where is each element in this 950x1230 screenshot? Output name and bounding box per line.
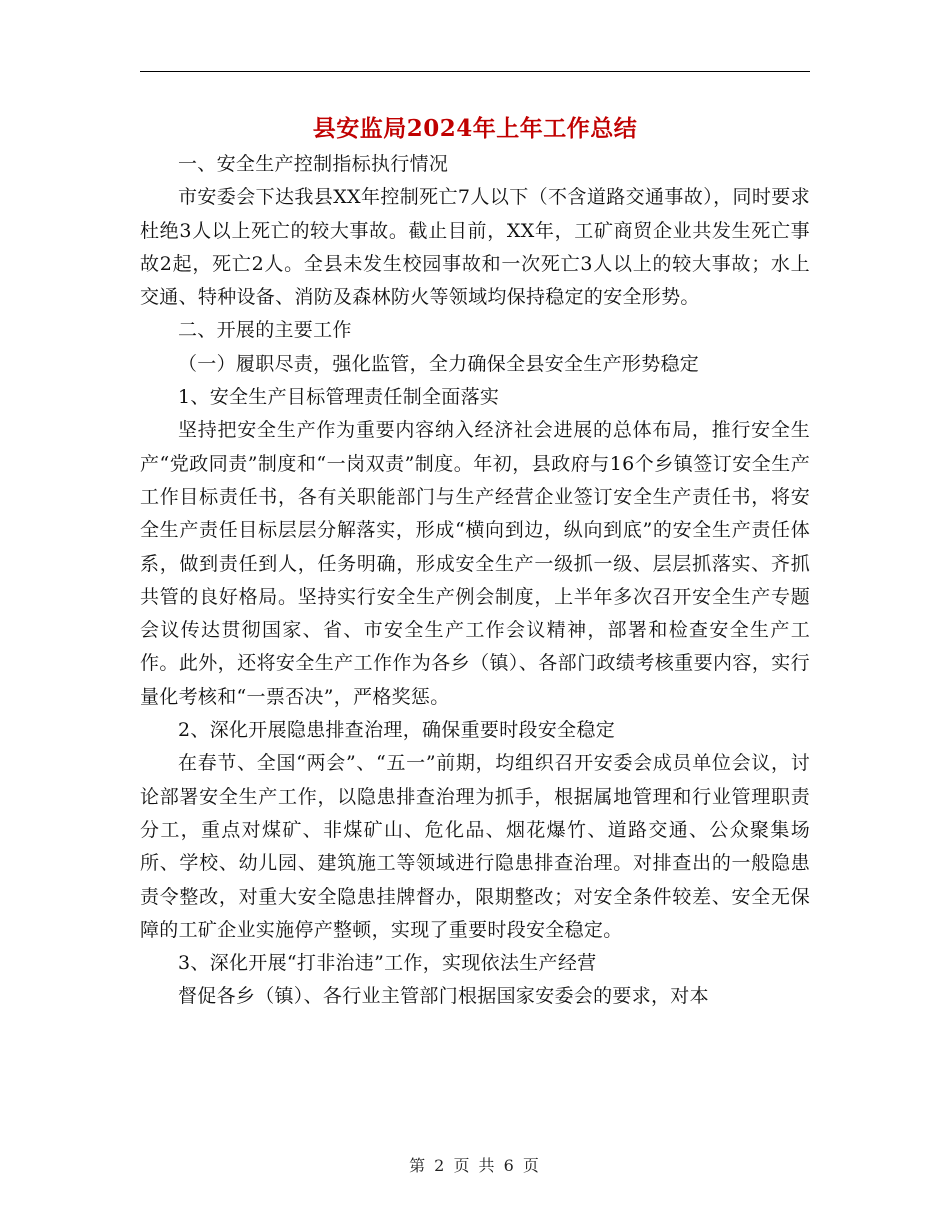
item-heading: 2、深化开展隐患排查治理，确保重要时段安全稳定: [178, 719, 615, 742]
document-body: [140, 148, 810, 1014]
subsection-heading: （一）履职尽责，强化监管，全力确保全县安全生产形势稳定: [178, 352, 700, 375]
header-rule: [140, 71, 810, 72]
page-number-footer: 第 2 页 共 6 页: [409, 1156, 541, 1175]
section-heading: 二、开展的主要工作: [178, 319, 352, 342]
paragraph: 坚持把安全生产作为重要内容纳入经济社会进展的总体布局，推行安全生产“党政同责”制度和“一岗双责”制度。年初，县政府与16个乡镇签订安全生产工作目标责任书，各有关职能部门与生产经营企业签订安全生产责任书，将安全生产责任目标层层分解落实，形成“横向到边，纵向到底”的安全生产责任体系，做到责任到人，任务明确，形成安全生产一级抓一级、层层抓落实、齐抓共管的良好格局。坚持实行安全生产例会制度，上半年多次召开安全生产专题会议传达贯彻国家、省、市安全生产工作会议精神，部署和检查安全生产工作。此外，还将安全生产工作作为各乡（镇）、各部门政绩考核重要内容，实行量化考核和“一票否决”，严格奖惩。: [140, 419, 810, 708]
item-heading: 3、深化开展“打非治违”工作，实现依法生产经营: [178, 952, 597, 975]
section-heading: 一、安全生产控制指标执行情况: [178, 153, 449, 175]
paragraph: 督促各乡（镇）、各行业主管部门根据国家安委会的要求，对本: [178, 985, 709, 1008]
paragraph: 在春节、全国“两会”、“五一”前期，均组织召开安委会成员单位会议，讨论部署安全生产工作，以隐患排查治理为抓手，根据属地管理和行业管理职责分工，重点对煤矿、非煤矿山、危化品、烟花爆竹、道路交通、公众聚集场所、学校、幼儿园、建筑施工等领域进行隐患排查治理。对排查出的一般隐患责令整改，对重大安全隐患挂牌督办，限期整改；对安全条件较差、安全无保障的工矿企业实施停产整顿，实现了重要时段安全稳定。: [140, 752, 810, 941]
document-title: 县安监局2024年上年工作总结: [312, 115, 638, 142]
paragraph: 市安委会下达我县XX年控制死亡7人以下（不含道路交通事故），同时要求杜绝3人以上死亡的较大事故。截止目前，XX年，工矿商贸企业共发生死亡事故2起，死亡2人。全县未发生校园事故和一次死亡3人以上的较大事故；水上交通、特种设备、消防及森林防火等领域均保持稳定的安全形势。: [140, 186, 810, 309]
item-heading: 1、安全生产目标管理责任制全面落实: [178, 386, 500, 409]
